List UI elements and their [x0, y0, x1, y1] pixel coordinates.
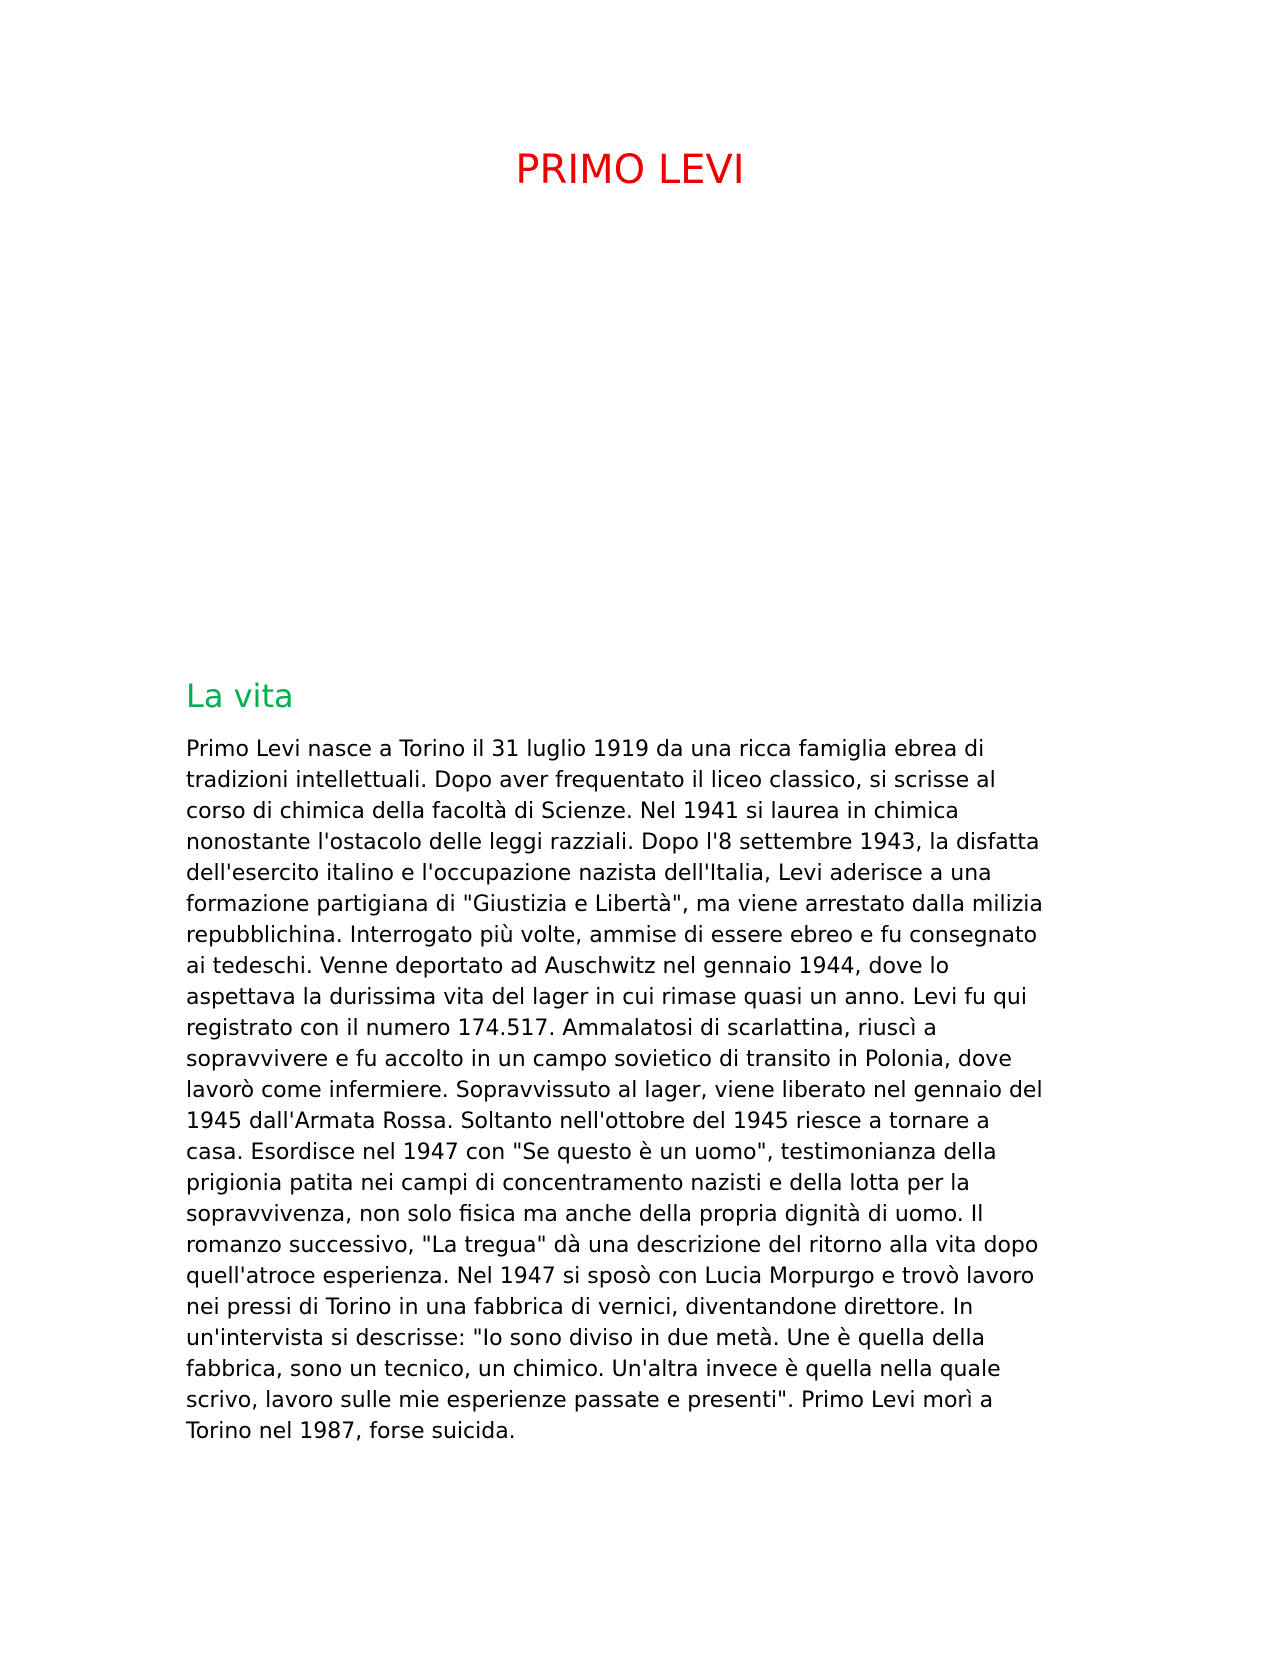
body-line: nonostante l'ostacolo delle leggi razziali. Dopo l'8 settembre 1943, la disfatta	[186, 830, 1040, 855]
body-line: ai tedeschi. Venne deportato ad Auschwitz nel gennaio 1944, dove lo	[186, 954, 950, 979]
body-line: formazione partigiana di "Giustizia e Libertà", ma viene arrestato dalla milizia	[186, 892, 1043, 917]
body-line: fabbrica, sono un tecnico, un chimico. Un'altra invece è quella nella quale	[186, 1357, 1001, 1382]
body-line: quell'atroce esperienza. Nel 1947 si sposò con Lucia Morpurgo e trovò lavoro	[186, 1264, 1035, 1289]
body-line: casa. Esordisce nel 1947 con "Se questo è un uomo", testimonianza della	[186, 1140, 997, 1165]
body-line: dell'esercito italino e l'occupazione nazista dell'Italia, Levi aderisce a una	[186, 861, 992, 886]
body-line: prigionia patita nei campi di concentramento nazisti e della lotta per la	[186, 1171, 970, 1196]
body-line: scrivo, lavoro sulle mie esperienze passate e presenti". Primo Levi morì a	[186, 1388, 994, 1413]
body-line: corso di chimica della facoltà di Scienze. Nel 1941 si laurea in chimica	[186, 799, 959, 824]
body-line: 1945 dall'Armata Rossa. Soltanto nell'ottobre del 1945 riesce a tornare a	[186, 1109, 990, 1134]
body-line: un'intervista si descrisse: "Io sono diviso in due metà. Une è quella della	[186, 1326, 986, 1351]
body-paragraph	[186, 734, 1106, 1447]
body-line: nei pressi di Torino in una fabbrica di vernici, diventandone direttore. In	[186, 1295, 974, 1320]
body-line: romanzo successivo, "La tregua" dà una descrizione del ritorno alla vita dopo	[186, 1233, 1039, 1258]
body-line: sopravvivenza, non solo fisica ma anche della propria dignità di uomo. Il	[186, 1202, 984, 1227]
body-line: registrato con il numero 174.517. Ammalatosi di scarlattina, riuscì a	[186, 1016, 937, 1041]
body-line: tradizioni intellettuali. Dopo aver frequentato il liceo classico, si scrisse al	[186, 768, 996, 793]
body-line: aspettava la durissima vita del lager in cui rimase quasi un anno. Levi fu qui	[186, 985, 1027, 1010]
body-line: Torino nel 1987, forse suicida.	[186, 1419, 516, 1444]
section-heading: La vita	[186, 677, 294, 715]
body-line: sopravvivere e fu accolto in un campo sovietico di transito in Polonia, dove	[186, 1047, 1012, 1072]
body-line: lavorò come infermiere. Sopravvissuto al lager, viene liberato nel gennaio del	[186, 1078, 1043, 1103]
page-title: PRIMO LEVI	[515, 147, 745, 193]
body-line: repubblichina. Interrogato più volte, ammise di essere ebreo e fu consegnato	[186, 923, 1038, 948]
body-line: Primo Levi nasce a Torino il 31 luglio 1919 da una ricca famiglia ebrea di	[186, 737, 985, 762]
